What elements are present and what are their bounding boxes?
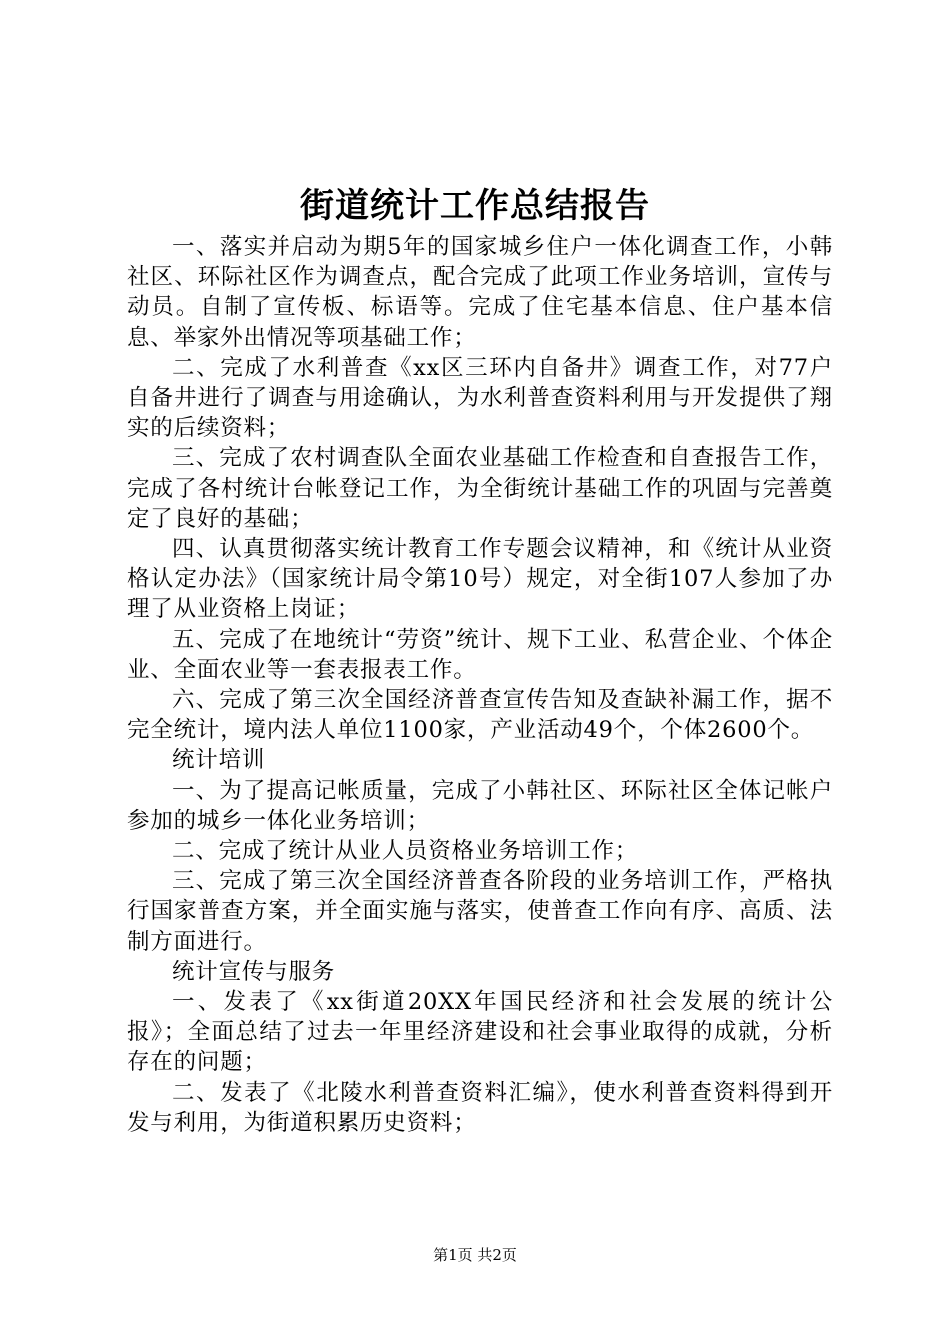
paragraph-2: 二、完成了水利普查《xx区三环内自备井》调查工作，对77户自备井进行了调查与用途确认，为水利普查资料利用与开发提供了翔实的后续资料； xyxy=(127,354,833,442)
document-title: 街道统计工作总结报告 xyxy=(300,186,650,226)
publicity-paragraph-1: 一、发表了《xx街道20XX年国民经济和社会发展的统计公报》；全面总结了过去一年里经济建设和社会事业取得的成就，分析存在的问题； xyxy=(127,989,833,1076)
paragraph-4: 四、认真贯彻落实统计教育工作专题会议精神，和《统计从业资格认定办法》（国家统计局令第10号）规定，对全街107人参加了办理了从业资格上岗证； xyxy=(127,536,833,623)
section-heading-publicity: 统计宣传与服务 xyxy=(172,958,336,985)
paragraph-1: 一、落实并启动为期5年的国家城乡住户一体化调查工作，小韩社区、环际社区作为调查点，配合完成了此项工作业务培训，宣传与动员。自制了宣传板、标语等。完成了住宅基本信息、住户基本信息、举家外出情况等项基础工作； xyxy=(127,234,833,351)
paragraph-6: 六、完成了第三次全国经济普查宣传告知及查缺补漏工作，据不完全统计，境内法人单位1100家，产业活动49个，个体2600个。 xyxy=(127,687,833,744)
paragraph-3: 三、完成了农村调查队全面农业基础工作检查和自查报告工作，完成了各村统计台帐登记工作，为全街统计基础工作的巩固与完善奠定了良好的基础； xyxy=(127,445,833,532)
training-paragraph-3: 三、完成了第三次全国经济普查各阶段的业务培训工作，严格执行国家普查方案，并全面实施与落实，使普查工作向有序、高质、法制方面进行。 xyxy=(127,868,833,955)
training-paragraph-2: 二、完成了统计从业人员资格业务培训工作； xyxy=(172,838,639,865)
paragraph-5: 五、完成了在地统计“劳资”统计、规下工业、私营企业、个体企业、全面农业等一套表报表工作。 xyxy=(127,626,833,683)
training-paragraph-1: 一、为了提高记帐质量，完成了小韩社区、环际社区全体记帐户参加的城乡一体化业务培训； xyxy=(127,777,833,834)
page-number-footer: 第1页 共2页 xyxy=(433,1246,517,1264)
publicity-paragraph-2: 二、发表了《北陵水利普查资料汇编》，使水利普查资料得到开发与利用，为街道积累历史资料； xyxy=(127,1079,833,1136)
document-body xyxy=(127,232,833,1138)
section-heading-training: 统计培训 xyxy=(172,747,266,774)
